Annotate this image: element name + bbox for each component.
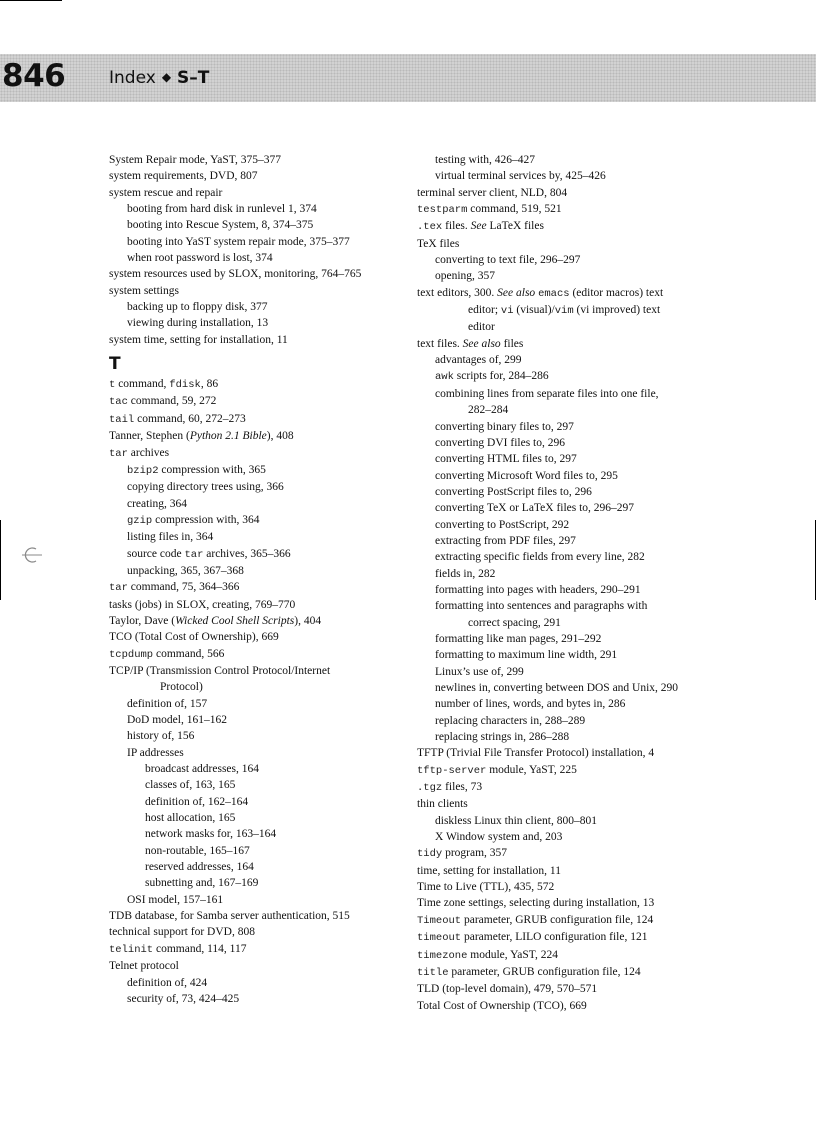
index-entry: subnetting and, 167–169	[145, 877, 259, 890]
index-entry: converting DVI files to, 296	[435, 436, 565, 449]
index-entry: .tgz files, 73	[417, 781, 483, 795]
index-entry: security of, 73, 424–425	[127, 992, 240, 1005]
index-entry: number of lines, words, and bytes in, 286	[435, 698, 626, 711]
index-entry: unpacking, 365, 367–368	[127, 564, 244, 577]
index-entry: system rescue and repair	[109, 186, 223, 199]
index-entry: editor	[468, 321, 495, 334]
index-entry: converting Microsoft Word files to, 295	[435, 469, 618, 482]
index-entry: fields in, 282	[435, 567, 496, 580]
index-entry: newlines in, converting between DOS and Unix, 290	[435, 682, 679, 694]
index-entry: Tanner, Stephen (Python 2.1 Bible), 408	[109, 430, 294, 443]
index-entry: system resources used by SLOX, monitoring, 764–765	[109, 268, 362, 281]
index-entry: TFTP (Trivial File Transfer Protocol) installation, 4	[417, 747, 655, 760]
index-entry: 282–284	[468, 404, 509, 417]
index-entry: Timeout parameter, GRUB configuration file, 124	[417, 913, 654, 927]
index-entry: Protocol)	[160, 681, 203, 694]
index-entry: X Window system and, 203	[435, 831, 563, 844]
left-margin-rule	[0, 520, 1, 600]
index-entry: advantages of, 299	[435, 354, 522, 367]
index-entry: text files. See also files	[417, 337, 524, 350]
index-entry: booting into Rescue System, 8, 374–375	[127, 219, 314, 232]
index-entry: Linux’s use of, 299	[435, 665, 524, 678]
index-entry: tasks (jobs) in SLOX, creating, 769–770	[109, 598, 296, 611]
index-entry: testing with, 426–427	[435, 154, 535, 166]
index-entry: formatting to maximum line width, 291	[435, 649, 618, 662]
index-entry: definition of, 162–164	[145, 795, 249, 808]
header-range: S–T	[177, 68, 210, 88]
index-entry: telinit command, 114, 117	[109, 942, 247, 956]
index-entry: testparm command, 519, 521	[417, 203, 562, 217]
index-entry: combining lines from separate files into one file,	[435, 387, 659, 400]
header-section: Index	[109, 68, 156, 88]
diamond-icon: ◆	[161, 70, 172, 84]
index-entry: TCO (Total Cost of Ownership), 669	[109, 631, 279, 644]
index-entry: thin clients	[417, 798, 468, 811]
index-entry: .tex files. See LaTeX files	[417, 220, 544, 234]
index-entry: tcpdump command, 566	[109, 647, 225, 661]
index-entry: when root password is lost, 374	[127, 252, 273, 265]
index-entry: diskless Linux thin client, 800–801	[435, 814, 597, 827]
index-entry: converting TeX or LaTeX files to, 296–297	[435, 502, 635, 515]
index-entry: OSI model, 157–161	[127, 893, 224, 906]
index-entry: time, setting for installation, 11	[417, 864, 561, 877]
index-entry: timeout parameter, LILO configuration file, 121	[417, 931, 648, 945]
index-entry: classes of, 163, 165	[145, 779, 236, 792]
index-entry: technical support for DVD, 808	[109, 926, 255, 939]
index-entry: history of, 156	[127, 730, 195, 743]
index-entry: tar command, 75, 364–366	[109, 581, 240, 595]
index-entry: tidy program, 357	[417, 847, 508, 861]
index-entry: editor; vi (visual)/vim (vi improved) text	[468, 304, 661, 318]
index-entry: converting to text file, 296–297	[435, 254, 581, 267]
index-column-left	[109, 152, 409, 1007]
index-entry: host allocation, 165	[145, 812, 236, 825]
index-entry: booting from hard disk in runlevel 1, 374	[127, 203, 317, 216]
index-entry: tac command, 59, 272	[109, 395, 217, 409]
top-rule	[0, 0, 62, 1]
index-entry: terminal server client, NLD, 804	[417, 186, 568, 199]
index-entry: System Repair mode, YaST, 375–377	[109, 154, 281, 166]
index-entry: extracting specific fields from every line, 282	[435, 551, 645, 564]
index-entry: definition of, 157	[127, 697, 208, 710]
index-entry: definition of, 424	[127, 976, 208, 989]
index-entry: replacing characters in, 288–289	[435, 714, 586, 727]
registration-mark-icon	[22, 545, 42, 565]
index-entry: replacing strings in, 286–288	[435, 731, 570, 744]
index-entry: broadcast addresses, 164	[145, 763, 260, 776]
index-entry: formatting into pages with headers, 290–291	[435, 583, 641, 596]
index-entry: converting HTML files to, 297	[435, 453, 577, 466]
index-entry: Total Cost of Ownership (TCO), 669	[417, 999, 587, 1012]
index-entry: tftp-server module, YaST, 225	[417, 763, 577, 777]
running-header	[109, 68, 209, 88]
index-entry: tail command, 60, 272–273	[109, 412, 246, 426]
index-entry: reserved addresses, 164	[145, 861, 254, 874]
index-entry: network masks for, 163–164	[145, 828, 277, 841]
index-entry: opening, 357	[435, 270, 496, 283]
index-entry: copying directory trees using, 366	[127, 481, 284, 494]
index-entry: Taylor, Dave (Wicked Cool Shell Scripts), 404	[109, 614, 322, 627]
index-entry: system time, setting for installation, 11	[109, 333, 288, 346]
index-entry: formatting like man pages, 291–292	[435, 632, 602, 645]
index-entry: converting binary files to, 297	[435, 420, 574, 433]
index-entry: backing up to floppy disk, 377	[127, 301, 268, 314]
index-entry: formatting into sentences and paragraphs with	[435, 600, 648, 613]
index-entry: gzip compression with, 364	[127, 513, 260, 527]
index-entry: IP addresses	[127, 746, 184, 759]
index-entry: listing files in, 364	[127, 531, 214, 544]
index-entry: title parameter, GRUB configuration file, 124	[417, 965, 641, 979]
index-letter-heading: T	[109, 354, 121, 375]
index-entry: t command, fdisk, 86	[109, 378, 219, 392]
index-entry: timezone module, YaST, 224	[417, 948, 558, 962]
index-entry: creating, 364	[127, 497, 188, 510]
index-entry: TLD (top-level domain), 479, 570–571	[417, 983, 598, 996]
index-entry: source code tar archives, 365–366	[127, 547, 291, 561]
index-entry: viewing during installation, 13	[127, 317, 269, 330]
index-entry: TeX files	[417, 237, 460, 250]
index-entry: Time to Live (TTL), 435, 572	[417, 881, 555, 894]
index-entry: booting into YaST system repair mode, 375–377	[127, 235, 350, 248]
index-entry: TDB database, for Samba server authentication, 515	[109, 910, 350, 923]
index-entry: system settings	[109, 284, 179, 297]
index-entry: Telnet protocol	[109, 960, 179, 973]
page-number: 846	[2, 58, 66, 94]
index-entry: TCP/IP (Transmission Control Protocol/Internet	[109, 664, 331, 677]
index-entry: bzip2 compression with, 365	[127, 463, 266, 477]
index-entry: correct spacing, 291	[468, 616, 561, 629]
index-entry: extracting from PDF files, 297	[435, 534, 576, 547]
index-entry: non-routable, 165–167	[145, 844, 250, 857]
index-entry: converting PostScript files to, 296	[435, 485, 592, 498]
index-entry: converting to PostScript, 292	[435, 518, 570, 531]
index-entry: text editors, 300. See also emacs (editor macros) text	[417, 286, 664, 300]
index-column-right	[417, 152, 816, 1014]
index-entry: awk scripts for, 284–286	[435, 370, 549, 384]
index-entry: system requirements, DVD, 807	[109, 170, 258, 183]
index-entry: tar archives	[109, 446, 170, 460]
index-entry: Time zone settings, selecting during installation, 13	[417, 897, 655, 910]
index-entry: virtual terminal services by, 425–426	[435, 170, 606, 183]
index-entry: DoD model, 161–162	[127, 714, 227, 726]
